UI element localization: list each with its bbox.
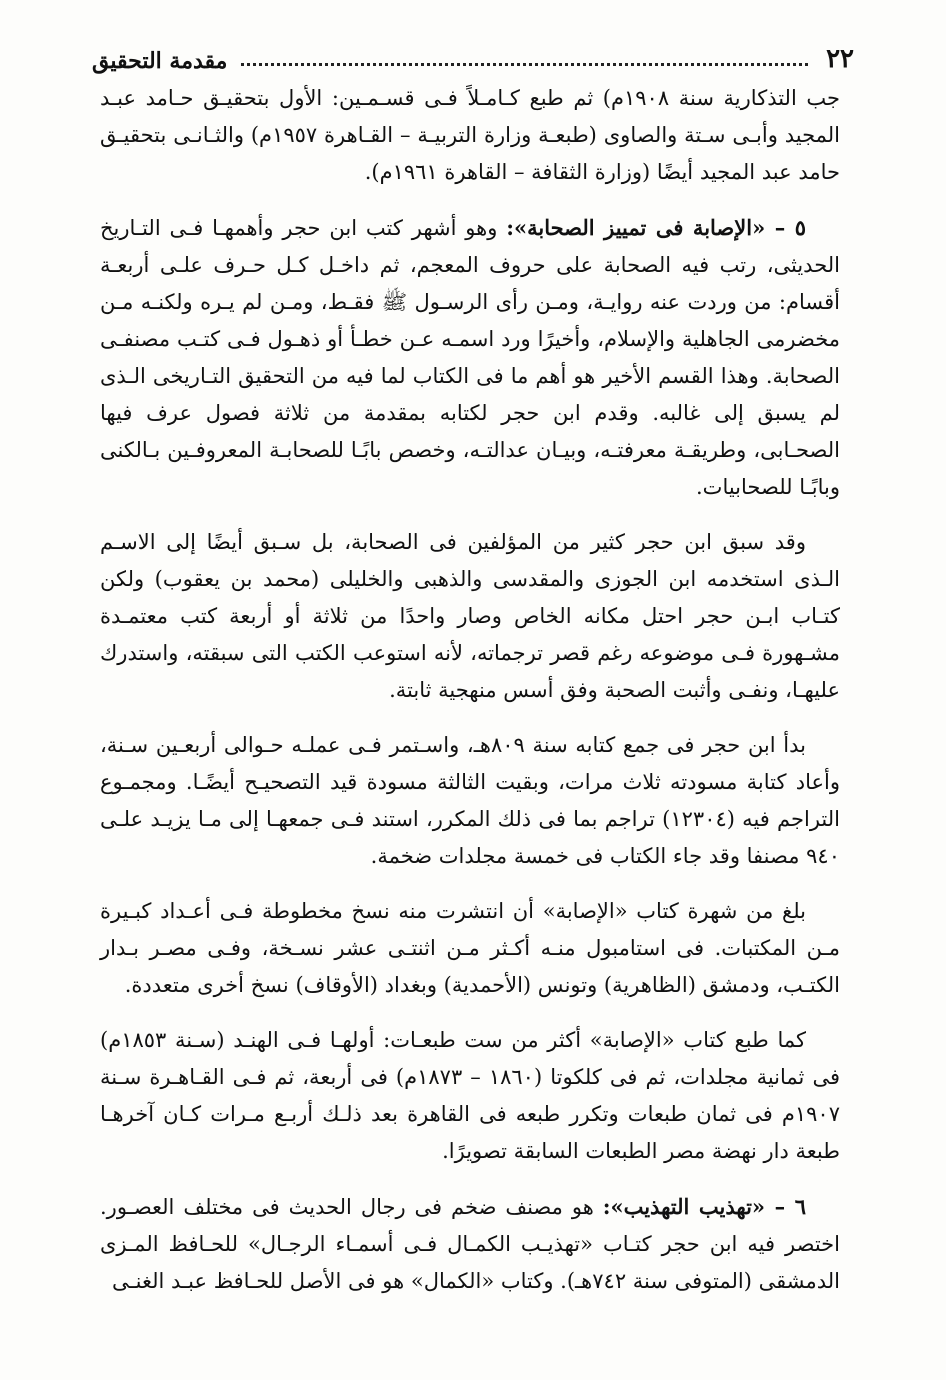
page-header — [92, 34, 854, 74]
entry-heading: ٦ – «تهذيب التهذيب»: — [602, 1194, 807, 1219]
paragraph-composition — [100, 727, 840, 875]
paragraph-text: هو مصنف ضخم فى رجال الحديث فى مختلف العصـور. اختصر فيه ابن حجر كتـاب «تهذيـب الكمـال فـى أسمـاء الرجـال» للحـافظ المـزى الدمشقى (المتوفى سنة ٧٤٢هـ). وكتاب «الكمال» هو فى الأصل للحـافظ عبـد الغنـى — [100, 1195, 840, 1293]
paragraph-continuation — [100, 80, 840, 191]
paragraph-isaba-entry — [100, 209, 840, 506]
entry-heading: ٥ – «الإصابة فى تمييز الصحابة»: — [506, 215, 806, 240]
paragraph-predecessors — [100, 524, 840, 709]
paragraph-text: كما طبع كتاب «الإصابة» أكثر من ست طبعـات: أولهـا فـى الهنـد (سـنة ١٨٥٣م) فى ثمانية مجلدات، ثم فى كلكوتا (١٨٦٠ – ١٨٧٣م) فى أربعة، ثم فـى القـاهـرة سـنة ١٩٠٧م فى ثمان طبعات وتكرر طبعه فى القاهرة بعد ذلـك أربـع مـرات كـان آخرهـا طبعة دار نهضة مصر الطبعات السابقة تصويرًا. — [100, 1028, 840, 1163]
running-title: مقدمة التحقيق — [92, 48, 228, 74]
paragraph-manuscripts — [100, 893, 840, 1004]
paragraph-text: بلغ من شهرة كتاب «الإصابة» أن انتشرت منه نسخ مخطوطة فـى أعـداد كبـيرة مـن المكتبات. فى استامبول منـه أكـثر مـن اثنتـى عشر نسـخة، وفـى مصـر بـدار الكتـب، ودمشق (الظاهرية) وتونس (الأحمدية) وبغداد (الأوقاف) نسخ أخرى متعددة. — [100, 899, 840, 997]
header-dotted-leader — [241, 63, 808, 66]
paragraph-text: جب التذكارية سنة ١٩٠٨م) ثم طبع كـامـلاً فـى قسـمـين: الأول بتحقيـق حـامد عبـد المجيد وأبـى سـتة والصاوى (طبعـة وزارة التربيـة – القـاهرة ١٩٥٧م) والثـانـى بتحقيـق حامد عبد المجيد أيضًا (وزارة الثقافة – القاهرة ١٩٦١م). — [100, 86, 841, 184]
paragraph-text: وقد سبق ابن حجر كثير من المؤلفين فى الصحابة، بل سـبق أيضًا إلى الاسـم الـذى استخدمه ابن الجوزى والمقدسى والذهبى والخليلى (محمد بن يعقوب) ولكن كتـاب ابـن حجر احتل مكانه الخاص وصار واحدًا من ثلاثة أو أربعة كتب معتمـدة مشـهورة فـى موضوعه رغم قصر ترجماته، لأنه استوعب الكتب التى سبقته، واستدرك عليهـا، ونفـى وأثبت الصحبة وفق أسس منهجية ثابتة. — [100, 530, 840, 702]
paragraph-editions — [100, 1022, 840, 1170]
page-body — [100, 80, 840, 1318]
paragraph-text: وهو أشهر كتب ابن حجر وأهمهـا فـى التـاريخ الحديثى، رتب فيه الصحابة على حروف المعجم، ثم داخـل كـل حـرف علـى أربعـة أقسام: من وردت عنه روايـة، ومـن رأى الرسـول ﷺ فقـط، ومـن لم يـره ولكنـه مـن مخضرمى الجاهلية والإسلام، وأخيرًا ورد اسمـه عـن خطـأ أو ذهـول فـى كتـب مصنفـى الصحابة. وهذا القسم الأخير هو أهم ما فى الكتاب لما فيه من التحقيق التـاريخى الـذى لم يسبق إلى غالبه. وقدم ابن حجر لكتابه بمقدمة من ثلاثة فصول عرف فيها الصحـابى، وطريقـة معرفتـه، وبيـان عدالتـه، وخصص بابًـا للصحابـة المعروفـين بـالكنى وبابًـا للصحابيات. — [100, 216, 840, 499]
paragraph-tahdhib-entry — [100, 1188, 840, 1300]
paragraph-text: بدأ ابن حجر فى جمع كتابه سنة ٨٠٩هـ، واسـتمر فـى عملـه حـوالى أربعـين سـنة، وأعاد كتابة مسودته ثلاث مرات، وبقيت الثالثة مسودة قيد التصحيـح أيضًـا. ومجمـوع التراجم فيه (١٢٣٠٤) تراجم بما فى ذلك المكرر، استند فـى جمعهـا إلى مـا يزيـد علـى ٩٤٠ مصنفا وقد جاء الكتاب فى خمسة مجلدات ضخمة. — [100, 733, 840, 868]
page-number: ٢٢ — [826, 44, 854, 74]
